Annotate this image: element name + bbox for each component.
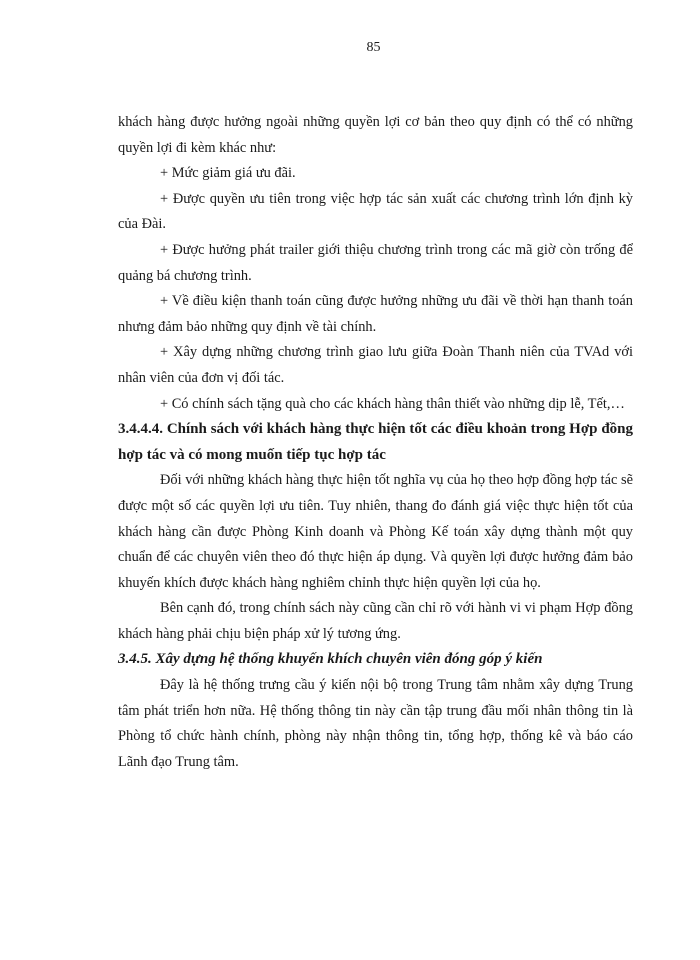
paragraph-policy: Đối với những khách hàng thực hiện tốt nghĩa vụ của họ theo hợp đồng hợp tác sẽ được một số các quyền lợi ưu tiên. Tuy nhiên, thang đo đánh giá việc thực hiện tốt của khách hàng cần được Phòng Kinh doanh và Phòng Kế toán xây dựng thành một quy chuẩn để các chuyên viên theo đó thực hiện áp dụng. Và quyền lợi được hưởng đảm bảo khuyến khích được khách hàng nghiêm chỉnh thực hiện quyền lợi của họ.	[118, 472, 633, 591]
paragraph-violation: Bên cạnh đó, trong chính sách này cũng cần chỉ rõ với hành vi vi phạm Hợp đồng khách hàng phải chịu biện pháp xử lý tương ứng.	[118, 600, 633, 642]
document-body	[118, 110, 633, 775]
paragraph-intro: khách hàng được hưởng ngoài những quyền lợi cơ bản theo quy định có thể có những quyền lợi đi kèm khác như:	[118, 114, 633, 156]
list-item-priority: + Được quyền ưu tiên trong việc hợp tác sản xuất các chương trình lớn định kỳ của Đài.	[118, 190, 633, 233]
page-number: 85	[366, 40, 381, 55]
list-item-gifts: + Có chính sách tặng quà cho các khách hàng thân thiết vào những dịp lễ, Tết,…	[160, 395, 625, 412]
list-item-exchange: + Xây dựng những chương trình giao lưu giữa Đoàn Thanh niên của TVAd với nhân viên của đơn vị đối tác.	[118, 344, 633, 386]
section-heading-3-4-4-4: 3.4.4.4. Chính sách với khách hàng thực hiện tốt các điều khoản trong Hợp đồng hợp tác và có mong muốn tiếp tục hợp tác	[118, 421, 633, 463]
list-item-payment: + Về điều kiện thanh toán cũng được hưởng những ưu đãi về thời hạn thanh toán nhưng đảm bảo những quy định về tài chính.	[118, 293, 633, 335]
paragraph-feedback-system: Đây là hệ thống trưng cầu ý kiến nội bộ trong Trung tâm nhằm xây dựng Trung tâm phát triển hơn nữa. Hệ thống thông tin này cần tập trung đầu mối nhân thông tin là Phòng tổ chức hành chính, phòng này nhận thông tin, tổng hợp, thống kê và báo cáo Lãnh đạo Trung tâm.	[118, 677, 633, 770]
section-heading-3-4-5: 3.4.5. Xây dựng hệ thống khuyến khích chuyên viên đóng góp ý kiến	[118, 651, 543, 668]
list-item-trailer: + Được hưởng phát trailer giới thiệu chương trình trong các mã giờ còn trống để quảng bá chương trình.	[118, 241, 633, 284]
list-item-discount: + Mức giảm giá ưu đãi.	[160, 165, 296, 182]
